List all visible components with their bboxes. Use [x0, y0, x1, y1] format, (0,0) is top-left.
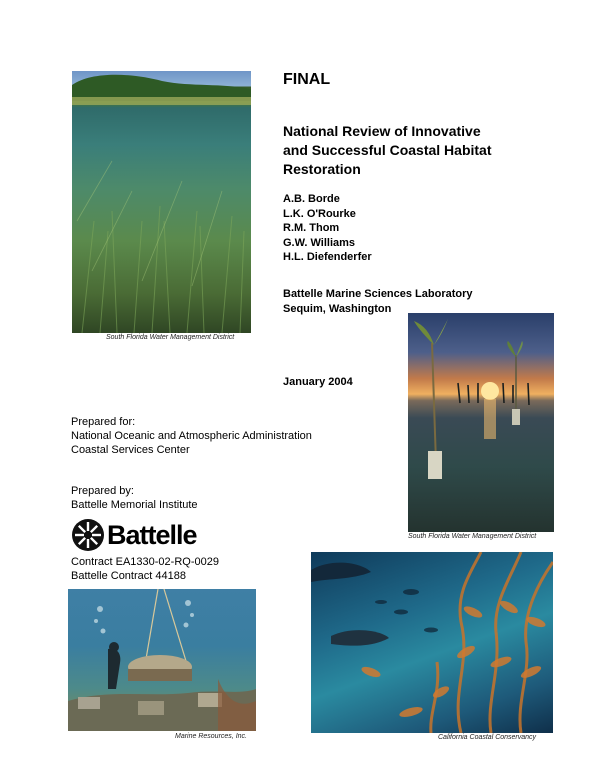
- report-date: January 2004: [283, 376, 353, 388]
- contract-number: Battelle Contract 44188: [71, 570, 186, 582]
- author-list: [283, 192, 372, 265]
- photo-caption: South Florida Water Management District: [408, 533, 537, 540]
- photo-caption: California Coastal Conservancy: [438, 734, 537, 741]
- report-title: [283, 122, 492, 179]
- institution-name: Battelle Marine Sciences Laboratory: [283, 288, 473, 300]
- title-line: Restoration: [283, 161, 361, 177]
- status-label: FINAL: [283, 71, 331, 88]
- mangrove-illustration: [408, 313, 554, 532]
- battelle-wordmark: Battelle: [107, 520, 197, 550]
- author: H.L. Diefenderfer: [283, 251, 372, 263]
- prepared-by-org: Battelle Memorial Institute: [71, 499, 198, 511]
- prepared-for-org: National Oceanic and Atmospheric Administration: [71, 430, 312, 442]
- author: R.M. Thom: [283, 222, 340, 234]
- prepared-for-org: Coastal Services Center: [71, 444, 190, 456]
- title-line: National Review of Innovative: [283, 123, 481, 139]
- prepared-by-block: [71, 484, 198, 512]
- mangrove-sunset-photo: [408, 313, 554, 532]
- contract-block: [71, 555, 219, 583]
- kelp-forest-photo: [311, 552, 553, 733]
- prepared-for-block: [71, 415, 312, 457]
- institution-location: Sequim, Washington: [283, 302, 392, 315]
- battelle-star-icon: [72, 519, 104, 551]
- photo-caption: South Florida Water Management District: [106, 334, 235, 341]
- author: A.B. Borde: [283, 193, 340, 205]
- seagrass-illustration: [72, 71, 251, 333]
- kelp-illustration: [311, 552, 553, 733]
- seagrass-photo: [72, 71, 251, 333]
- institution-block: [283, 287, 473, 316]
- title-line: and Successful Coastal Habitat: [283, 142, 492, 158]
- contract-number: Contract EA1330-02-RQ-0029: [71, 556, 219, 568]
- author: G.W. Williams: [283, 236, 356, 249]
- author: L.K. O'Rourke: [283, 207, 356, 220]
- divers-illustration: [68, 589, 256, 731]
- battelle-logo: [72, 518, 197, 552]
- prepared-by-label: Prepared by:: [71, 485, 134, 497]
- prepared-for-label: Prepared for:: [71, 416, 136, 428]
- photo-caption: Marine Resources, Inc.: [175, 733, 247, 740]
- divers-photo: [68, 589, 256, 731]
